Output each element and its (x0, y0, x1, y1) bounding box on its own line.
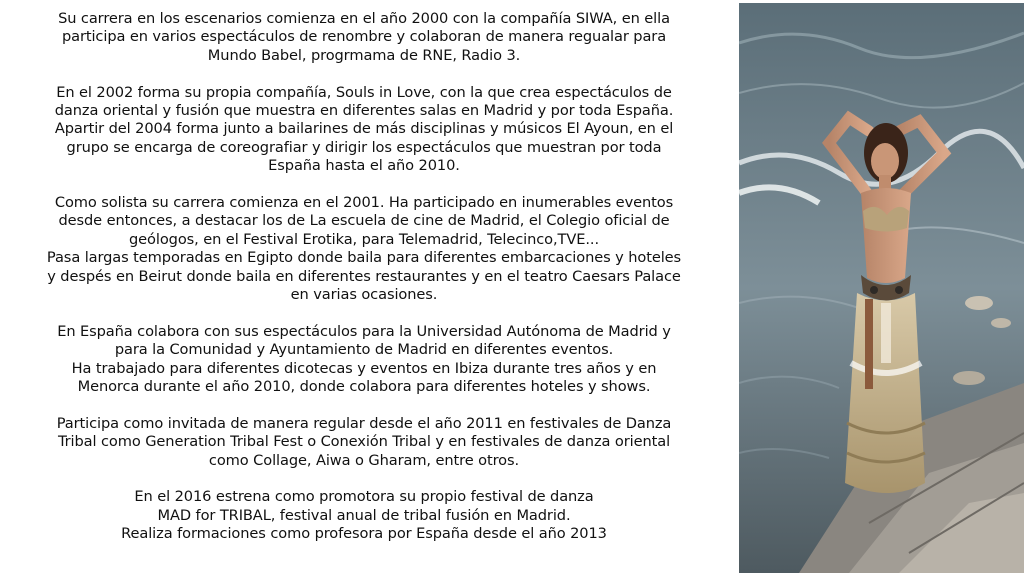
dancer-photo-illustration (739, 3, 1024, 573)
text-line: España hasta el año 2010. (268, 157, 460, 175)
dancer-photo (739, 3, 1024, 573)
text-line: Realiza formaciones como profesora por España desde el año 2013 (121, 525, 607, 543)
text-line: En el 2002 forma su propia compañía, Souls in Love, con la que crea espectáculos de (56, 83, 672, 101)
text-line: como Collage, Aiwa o Gharam, entre otros. (208, 451, 520, 469)
paragraph-6 (0, 488, 728, 543)
text-line: En el 2016 estrena como promotora su propio festival de danza (134, 488, 594, 506)
text-line: Ha trabajado para diferentes dicotecas y eventos en Ibiza durante tres años y en (71, 359, 657, 377)
paragraph-5 (0, 415, 728, 470)
text-line: y despés en Beirut donde baila en diferentes restaurantes y en el teatro Caesars Palace (47, 267, 681, 285)
text-line: Tribal como Generation Tribal Fest o Conexión Tribal y en festivales de danza oriental (57, 433, 671, 451)
text-line: Mundo Babel, progrmama de RNE, Radio 3. (207, 46, 521, 64)
text-line: desde entonces, a destacar los de La escuela de cine de Madrid, el Colegio oficial de (58, 212, 670, 230)
text-line: Apartir del 2004 forma junto a bailarines de más disciplinas y músicos El Ayoun, en el (54, 120, 674, 138)
text-line: Como solista su carrera comienza en el 2001. Ha participado en inumerables eventos (54, 194, 674, 212)
text-line: participa en varios espectáculos de renombre y colaboran de manera regualar para (61, 28, 667, 46)
paragraph-1 (0, 10, 728, 65)
text-line: Menorca durante el año 2010, donde colabora para diferentes hoteles y shows. (77, 378, 651, 396)
paragraph-2 (0, 84, 728, 176)
text-line: Su carrera en los escenarios comienza en el año 2000 con la compañía SIWA, en ella (58, 10, 670, 27)
text-line: danza oriental y fusión que muestra en diferentes salas en Madrid y por toda España. (54, 102, 674, 120)
text-line: MAD for TRIBAL, festival anual de tribal fusión en Madrid. (157, 506, 571, 524)
text-line: en varias ocasiones. (290, 286, 438, 304)
paragraph-4 (0, 323, 728, 397)
text-line: En España colabora con sus espectáculos para la Universidad Autónoma de Madrid y (57, 322, 671, 340)
text-line: para la Comunidad y Ayuntamiento de Madrid en diferentes eventos. (114, 341, 614, 359)
text-line: Participa como invitada de manera regular desde el año 2011 en festivales de Danza (56, 414, 672, 432)
text-line: grupo se encarga de coreografiar y dirigir los espectáculos que muestran por toda (66, 138, 662, 156)
biography-text (0, 10, 728, 562)
text-line: geólogos, en el Festival Erotika, para Telemadrid, Telecinco,TVE... (129, 230, 599, 248)
paragraph-3 (0, 194, 728, 304)
text-line: Pasa largas temporadas en Egipto donde baila para diferentes embarcaciones y hoteles (46, 249, 682, 267)
